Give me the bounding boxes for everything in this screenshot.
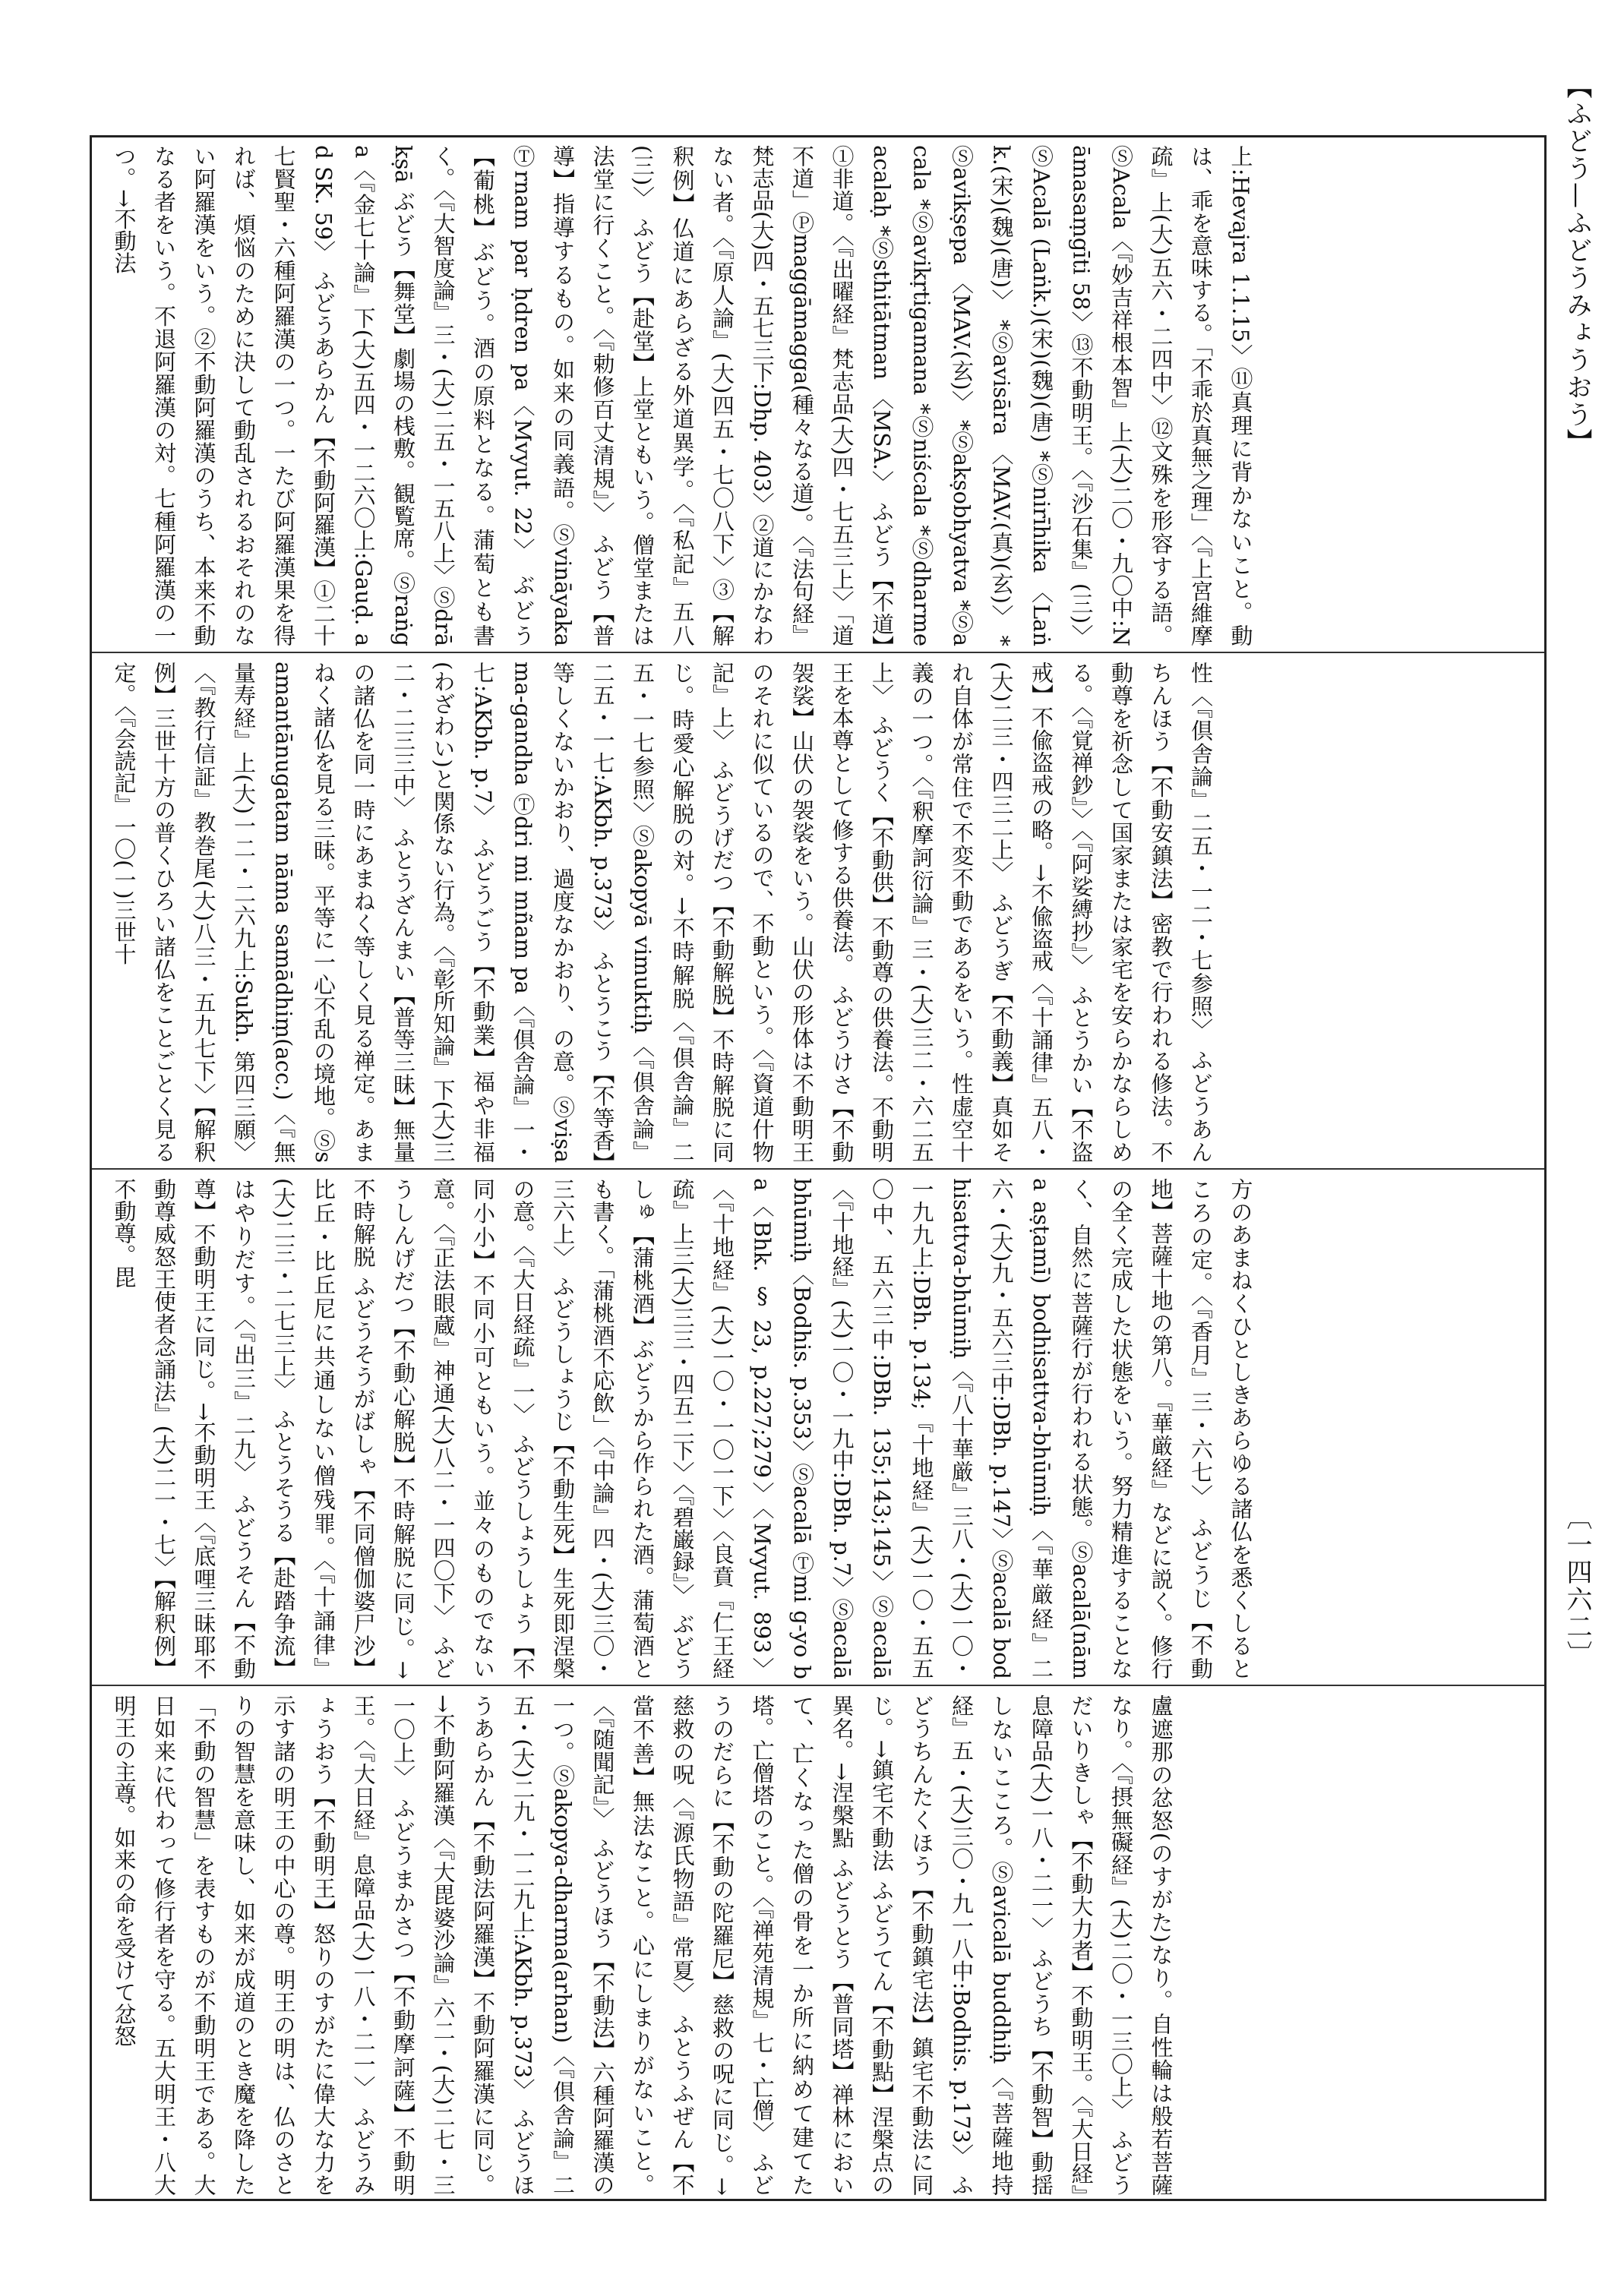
dictionary-entry: ふどう【赴堂】上堂ともいう。僧堂または法堂に行くこと。〈『勅修百丈清規』〉 (589, 145, 656, 646)
dictionary-entry: 上:Hevajra 1.1.15〉⑪真理に背かないこと。動は、乖を意味する。「不乖於真無之理」〈『上宮維摩疏』上(大)五六・二四中〉⑫文殊を形容する語。ⓈAcala〈『妙吉祥根本智』上(大)二〇・九〇中:Nāmasaṃgīti 58〉⑬不動明王。〈『沙石集』(三)〉ⓈAcalā (Laṅk.)(宋)(魏)(唐) *Ⓢnirīhika 〈Laṅk.(宋)(魏)(唐)〉 *Ⓢavisāra 〈MAV.(真)(玄)〉 *Ⓢavikṣepa 〈MAV.(玄)〉 *Ⓢakṣobhyatva *Ⓢacala *Ⓢavikṛtigamana *Ⓢniścala *Ⓢdharme acalaḥ *Ⓢsthitātman 〈MSA.〉 (869, 145, 1254, 646)
dictionary-entry: ふどうく【不動供】不動尊の供養法。不動明王を本尊として修する供養法。 (829, 662, 895, 1163)
tier-divider (92, 1168, 1544, 1170)
dictionary-entry: 方のあまねくひとしきあらゆる諸仏を悉くしるところの定。〈『香月』三・六七〉 (1188, 1178, 1254, 1679)
dictionary-entry: 性〈『倶舎論』二五・一二・七参照〉 (1188, 662, 1214, 1041)
dictionary-entry: ふどうだいりきしゃ【不動大力者】不動明王。〈『大日経』息障品(大)一八・二一〉 (1028, 1694, 1134, 2196)
dictionary-entry: ふどうごう【不動業】福や非福(わざわい)と関係ない行為。〈『彰所知論』下(大)三二・二三三中〉 (390, 662, 496, 1163)
tier-4-text (104, 1694, 1181, 2196)
dictionary-entry: 盧遮那の忿怒(のすがた)なり。自性輪は般若菩薩なり。〈『摂無礙経』(大)二〇・一三〇上〉 (1108, 1694, 1174, 2196)
dictionary-entry: ふどうぎ【不動義】真如それ自体が常住で不変不動であるをいう。性虚空十義の一つ。〈『釈摩訶衍論』三・(大)三二・六二五上〉 (869, 662, 1015, 1163)
dictionary-entry: ふとうふぜん【不當不善】無法なこと。心にしまりがないこと。〈『随聞記』〉 (589, 1694, 696, 2196)
tier-divider (92, 652, 1544, 653)
dictionary-tier-1 (104, 145, 1532, 646)
dictionary-entry: ふどうげだつ【不動解脱】不時解脱に同じ。時愛心解脱の対。→不時解脱〈『倶舎論』二五・一七参照〉Ⓢakopyā vimuktiḥ〈『倶舎論』二五・一七:AKbh. p.373〉 (589, 662, 735, 1163)
dictionary-entry: ふどうじ【不動地】菩薩十地の第八。『華厳経』などに説く。修行の全く完成した状態をいう。努力精進することなく、自然に菩薩行が行われる状態。Ⓢacalā(nāma aṣṭamī) bodhisattva-bhūmiḥ〈『華厳経』二六・(大)九・五六三中:DBh. p.147〉Ⓢacalā bodhisattva-bhūmiḥ〈『八十華厳』三八・(大)一〇・一九九上:DBh. p.134;『十地経』(大)一〇・五五〇中、五六三中:DBh. 135;143;145〉Ⓢacalā〈『十地経』(大)一〇・一九中:DBh. p.7〉Ⓢacalā bhūmiḥ〈Bodhis. p.353〉Ⓢacalā Ⓣmi g-yo ba〈Bhk. § 23, p.227;279〉〈Mvyut. 893〉〈『十地経』(大)一〇・一〇一下〉〈良賁『仁王経疏』上三(大)三三・四五二下〉〈『碧巌録』〉 (669, 1178, 1214, 1679)
dictionary-entry: ふどうほうあらかん【不動法阿羅漢】不動阿羅漢に同じ。→不動阿羅漢〈『大毘婆沙論』六二・(大)二七・三一〇上〉 (390, 1694, 536, 2196)
dictionary-entry: ぶどう【舞堂】劇場の桟敷。観覧席。Ⓢraṅga〈『金七十論』下(大)五四・一二六〇上:Gauḍ. ad SK. 59〉 (311, 145, 416, 646)
dictionary-entry: ふどうほう【不動法】六種阿羅漢の一つ。Ⓢakopya-dharma(arhan)〈『倶舎論』二五・(大)二九・一二九上:AKbh. p.373〉 (510, 1694, 616, 2196)
dictionary-tier-4 (104, 1694, 1532, 2196)
tier-3-text (104, 1178, 1261, 1679)
page-number: 〔一四六二〕 (1562, 1504, 1592, 1668)
dictionary-entry: ふどう【普導】指導するもの。如来の同義語。Ⓢvināyaka Ⓣrnam par ḥdren pa〈Mvyut. 22〉 (510, 145, 616, 646)
page-frame (90, 135, 1547, 2201)
running-head: 【ふどう—ふどうみょうおう】 (1562, 73, 1592, 456)
tier-1-text (104, 145, 1261, 646)
dictionary-entry: ふとうかい【不盗戒】不偸盗戒の略。→不偸盗戒〈『十誦律』五八・(大)二三・四三二上〉 (988, 662, 1095, 1163)
tier-divider (92, 1685, 1544, 1686)
dictionary-entry: ぶどうしゅ【蒲桃酒】ぶどうから作られた酒。蒲萄酒とも書く。「蒲桃酒不応飲」〈『中論』四・(大)三〇・三六上〉 (550, 1178, 696, 1679)
dictionary-entry: ふどうまかさつ【不動摩訶薩】不動明王。〈『大日経』息障品(大)一八・二一〉 (350, 1694, 416, 2196)
dictionary-entry: ふどうちんたくほう【不動鎮宅法】鎮宅不動法に同じ。→鎮宅不動法 (869, 1694, 975, 2196)
dictionary-entry: ふどうあらかん【不動阿羅漢】①二十七賢聖・六種阿羅漢の一つ。一たび阿羅漢果を得れば、煩悩のために決して動乱されるおそれのない阿羅漢をいう。②不動阿羅漢のうち、本来不動なる者をいう。不退阿羅漢の対。七種阿羅漢の一つ。→不動法 (111, 145, 336, 646)
dictionary-entry: ふとうそうる【赴踏争流】はやりだす。〈『出三』二九〉 (231, 1178, 297, 1679)
dictionary-entry: ふどうとう【普同塔】禅林において、亡くなった僧の骨を一か所に納めて建てた塔。亡僧塔のこと。〈『禅苑清規』七・亡僧〉 (749, 1694, 855, 2196)
dictionary-entry: ふどうしんげだつ【不動心解脱】不時解脱に同じ。→不時解脱 (350, 1178, 457, 1679)
dictionary-entry: ふどうあんちんほう【不動安鎮法】密教で行われる修法。不動尊を祈念して国家または家宅を安らかならしめる。〈『覚禅鈔』〉〈『阿娑縛抄』〉 (1068, 662, 1214, 1163)
dictionary-entry: ふとうこう【不等香】等しくないかおり、過度なかおり、の意。Ⓢviṣama-gandha Ⓣdri mi mñam pa〈『倶舎論』一・七:AKbh. p.7〉 (470, 662, 616, 1163)
tier-2-text (104, 662, 1221, 1163)
dictionary-entry: ふどうしょうしょう【不同小小】不同小可ともいう。並々のものでない意。〈『正法眼蔵』神通(大)八二・一四〇下〉 (430, 1178, 536, 1679)
dictionary-entry: ふとうざんまい【普等三昧】無量の諸仏を同一時にあまねく等しく見る禅定。あまねく諸仏を見る三昧。平等に一心不乱の境地。Ⓢsamantānugatam nāma samādhiṃ(acc.)〈『無量寿経』上(大)一二・二六九上:Sukh. 第四三願〉〈『教行信証』教巻尾(大)八三・五九七下〉【解釈例】三世十方の普くひろい諸仏をことごとく見る定。〈『会読記』一〇(一)三世十 (111, 662, 416, 1163)
dictionary-entry: ふどうのだらに【不動の陀羅尼】慈救の呪に同じ。→慈救の呪〈『源氏物語』常夏〉 (669, 1694, 776, 2196)
dictionary-entry: ふどうそん【不動尊】不動明王に同じ。→不動明王〈『底哩三昧耶不動尊威怒王使者念誦法』(大)二一・七〉【解釈例】不動尊。毘 (111, 1178, 257, 1679)
dictionary-entry: ふどうしょうじ【不動生死】生死即涅槃の意。〈『大日経疏』一〉 (510, 1178, 576, 1679)
dictionary-entry: ふどうけさ【不動袈裟】山伏の袈裟をいう。山伏の形体は不動明王のそれに似ているので、不動という。〈『資道什物記』上〉 (709, 662, 855, 1163)
dictionary-entry: ぶどう【葡桃】ぶどう。酒の原料となる。蒲萄とも書く。〈『大智度論』三・(大)二五・一五八上〉Ⓢdrākṣā (390, 145, 536, 646)
dictionary-tier-3 (104, 1178, 1532, 1679)
dictionary-entry: ふどうそうがばしゃ【不同僧伽婆尸沙】比丘・比丘尼に共通しない僧残罪。〈『十誦律』(大)二三・二七三上〉 (270, 1178, 377, 1679)
dictionary-entry: ふどうみょうおう【不動明王】怒りのすがたに偉大な力を示す諸の明王の中心の尊。明王の明は、仏のさとりの智慧を意味し、如来が成道のとき魔を降した「不動の智慧」を表すものが不動明王である。大日如来に代わって修行者を守る。五大明王・八大明王の主尊。如来の命を受けて忿怒 (111, 1694, 377, 2196)
dictionary-entry: ふどう【不道】①非道。〈『出曜経』梵志品(大)四・七五三上〉「道不道」Ⓟmaggāmagga(種々なる道)。〈『法句経』梵志品(大)四・五七三下:Dhp. 403〉②道にかなわない者。〈『原人論』(大)四五・七〇八下〉③【解釈例】仏道にあらざる外道異学。〈『私記』五八(三)〉 (630, 145, 895, 646)
dictionary-entry: ふどうち【不動智】動揺しないこころ。Ⓢavicalā buddhiḥ〈『菩薩地持経』五・(大)三〇・九一八中:Bodhis. p.173〉 (949, 1694, 1054, 2196)
dictionary-tier-2 (104, 662, 1532, 1163)
dictionary-entry: ふどうてん【不動點】涅槃点の異名。→涅槃點 (829, 1694, 895, 2196)
